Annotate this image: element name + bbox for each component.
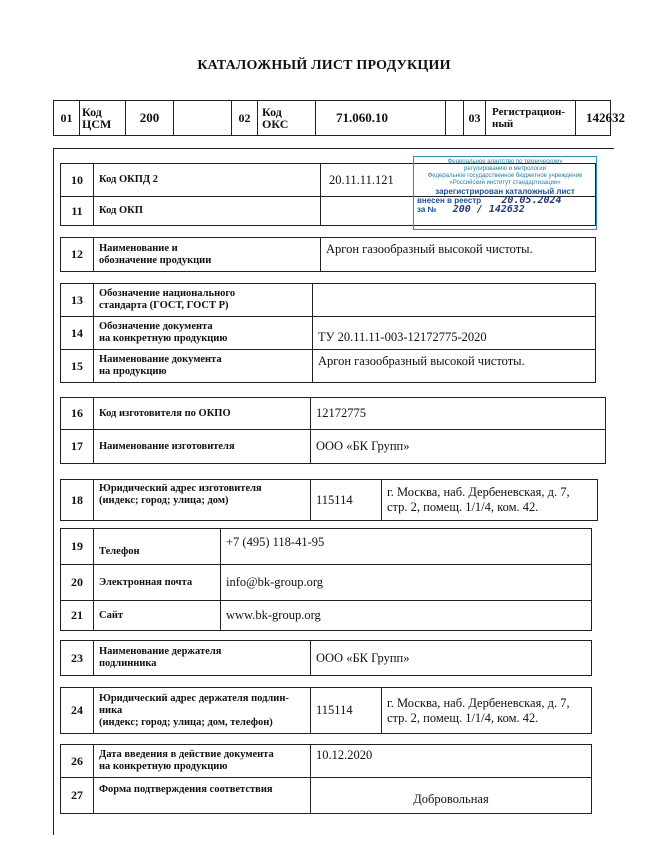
okpd2-label: Код ОКПД 2 bbox=[94, 164, 321, 197]
row-number: 11 bbox=[61, 197, 94, 226]
block-holder bbox=[60, 640, 592, 676]
doc-name-value: Аргон газообразный высокой чистоты. bbox=[313, 350, 596, 383]
oks-value: 71.060.10 bbox=[316, 101, 446, 135]
row-number: 27 bbox=[61, 778, 94, 814]
block-legal-address bbox=[60, 479, 598, 521]
okpo-value: 12172775 bbox=[311, 398, 606, 430]
block-documents bbox=[60, 283, 596, 383]
standard-value bbox=[313, 284, 596, 317]
product-name-value: Аргон газообразный высокой чистоты. bbox=[321, 238, 596, 272]
spec-doc-value: ТУ 20.11.11-003-12172775-2020 bbox=[313, 317, 596, 350]
manufacturer-value: ООО «БК Групп» bbox=[311, 430, 606, 464]
legal-address-label: Юридический адрес изготовителя (индекс; город; улица; дом) bbox=[94, 480, 311, 521]
row-number: 13 bbox=[61, 284, 94, 317]
conformity-value: Добровольная bbox=[311, 778, 592, 814]
field-number-02: 02 bbox=[232, 101, 258, 135]
holder-value: ООО «БК Групп» bbox=[311, 641, 592, 676]
row-number: 14 bbox=[61, 317, 94, 350]
row-number: 15 bbox=[61, 350, 94, 383]
csm-label: Код ЦСМ bbox=[80, 101, 126, 135]
row-number: 16 bbox=[61, 398, 94, 430]
field-number-01: 01 bbox=[54, 101, 80, 135]
row-number: 17 bbox=[61, 430, 94, 464]
row-number: 24 bbox=[61, 688, 94, 734]
registration-stamp: Федеральное агентство по техническому регулированию и метрологии Федеральное государственное бюджетное учреждение «Российский институт стандартизации» зарегистрирован каталожный лист внесен в реестр 20.05.2024 за № 200 / 142632 bbox=[413, 156, 597, 230]
legal-address-index: 115114 bbox=[311, 480, 382, 521]
effective-date-value: 10.12.2020 bbox=[311, 745, 592, 778]
website-value: www.bk-group.org bbox=[221, 601, 592, 631]
row-number: 19 bbox=[61, 529, 94, 565]
phone-value: +7 (495) 118-41-95 bbox=[221, 529, 592, 565]
okpo-label: Код изготовителя по ОКПО bbox=[94, 398, 311, 430]
standard-label: Обозначение национального стандарта (ГОСТ, ГОСТ Р) bbox=[94, 284, 313, 317]
row-number: 21 bbox=[61, 601, 94, 631]
row-number: 12 bbox=[61, 238, 94, 272]
row-number: 23 bbox=[61, 641, 94, 676]
okpd2-value: 20.11.11.121 bbox=[321, 164, 596, 197]
field-number-03: 03 bbox=[464, 101, 486, 135]
conformity-label: Форма подтверждения соответствия bbox=[94, 778, 311, 814]
row-number: 20 bbox=[61, 565, 94, 601]
stamp-number: 200 / 142632 bbox=[452, 204, 525, 215]
website-label: Сайт bbox=[94, 601, 221, 631]
legal-address-value: г. Москва, наб. Дербеневская, д. 7, стр. 2, помещ. 1/1/4, ком. 42. bbox=[382, 480, 598, 521]
reg-label: Регистрацион- ный bbox=[486, 101, 576, 135]
row-number: 18 bbox=[61, 480, 94, 521]
row-number: 26 bbox=[61, 745, 94, 778]
phone-label: Телефон bbox=[94, 529, 221, 565]
block-contacts bbox=[60, 528, 592, 631]
block-holder-address bbox=[60, 687, 592, 734]
manufacturer-label: Наименование изготовителя bbox=[94, 430, 311, 464]
page-title: КАТАЛОЖНЫЙ ЛИСТ ПРОДУКЦИИ bbox=[197, 58, 451, 73]
stamp-date: 20.05.2024 bbox=[501, 195, 562, 206]
block-manufacturer bbox=[60, 397, 606, 464]
reg-value: 142632 bbox=[586, 110, 625, 125]
holder-address-label: Юридический адрес держателя подлин- ника (индекс; город; улица; дом, телефон) bbox=[94, 688, 311, 734]
email-value: info@bk-group.org bbox=[221, 565, 592, 601]
doc-name-label: Наименование документа на продукцию bbox=[94, 350, 313, 383]
holder-address-value: г. Москва, наб. Дербеневская, д. 7, стр. 2, помещ. 1/1/4, ком. 42. bbox=[382, 688, 592, 734]
spec-doc-label: Обозначение документа на конкретную продукцию bbox=[94, 317, 313, 350]
row-number: 10 bbox=[61, 164, 94, 197]
holder-address-index: 115114 bbox=[311, 688, 382, 734]
okp-label: Код ОКП bbox=[94, 197, 321, 226]
header-spacer-2 bbox=[446, 101, 464, 135]
effective-date-label: Дата введения в действие документа на конкретную продукцию bbox=[94, 745, 311, 778]
email-label: Электронная почта bbox=[94, 565, 221, 601]
block-dates bbox=[60, 744, 592, 814]
header-codes bbox=[53, 100, 625, 136]
product-name-label: Наименование и обозначение продукции bbox=[94, 238, 321, 272]
oks-label: Код ОКС bbox=[258, 101, 316, 135]
block-product bbox=[60, 237, 596, 272]
csm-value: 200 bbox=[126, 101, 174, 135]
header-spacer bbox=[174, 101, 232, 135]
holder-label: Наименование держателя подлинника bbox=[94, 641, 311, 676]
